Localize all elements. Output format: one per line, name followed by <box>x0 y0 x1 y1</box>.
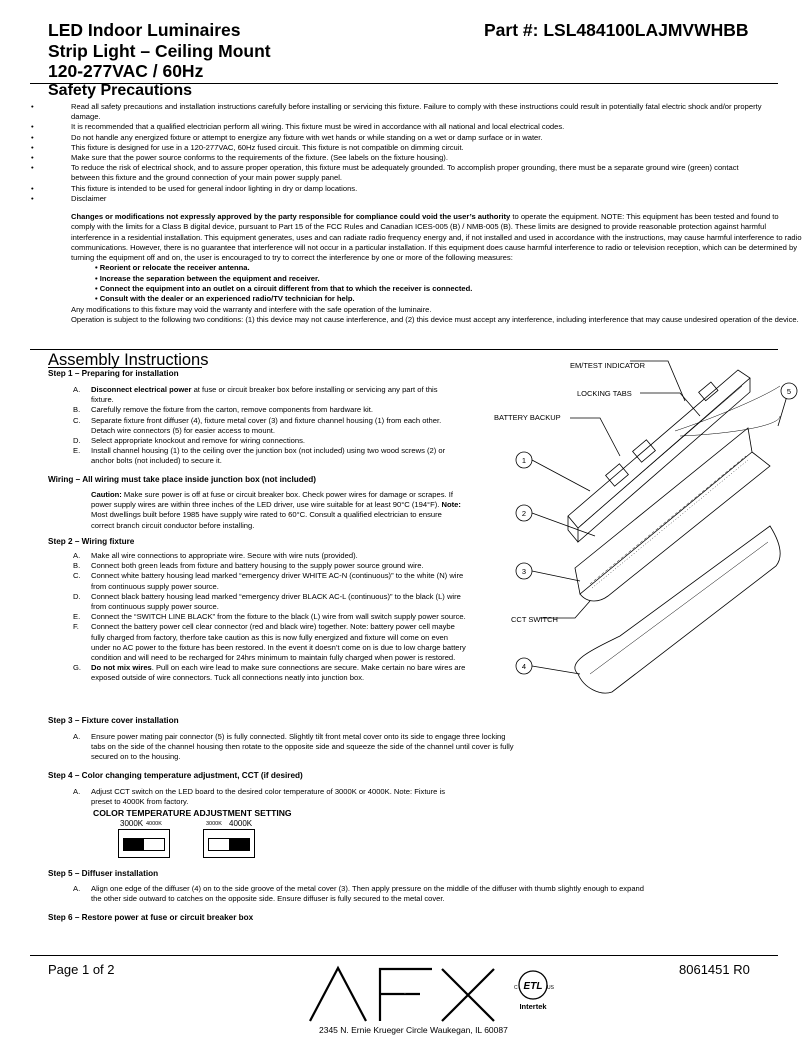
measure-item: • Consult with the dealer or an experienced radio/TV technician for help. <box>95 294 355 304</box>
callout-5: 5 <box>786 387 792 396</box>
title-line-2: Strip Light – Ceiling Mount <box>48 41 271 61</box>
etl-text: ETL <box>523 981 543 992</box>
label-em-test: EM/TEST INDICATOR <box>570 361 646 370</box>
disclaimer-text: to operate the equipment. NOTE: This equipment has been tested and found to comply with the limits for a Class B digital device, pursuant to Part 15 of the FCC Rules and Canadian ICES-005 (B) / NMB-005 (B). These limits are designed to provide reasonable protection against harmful interference in a residential installation. This equipment generates, uses and can radiate radio frequency energy and, if not installed and used in accordance with the instructions, may cause harmful interference to radio communications. However, there is no guarantee that interference will not occur in a particular installation. If this equipment does cause harmful interference to radio or television reception, which can be determined by turning the equipment off and on, the user is encouraged to try to correct the interference by one or more of the following measures: <box>71 212 802 263</box>
cct-switch-knob <box>124 839 144 850</box>
afx-logo-text: AFX <box>404 994 406 995</box>
safety-item: • Make sure that the power source conforms to the requirements of the fixture. (See labels on the fixture housing). <box>30 153 765 163</box>
assembly-heading-underline <box>48 367 202 368</box>
callout-1: 1 <box>521 456 527 465</box>
step3-title: Step 3 – Fixture cover installation <box>48 716 179 725</box>
step2-item: G. Do not mix wires. Pull on each wire lead to make sure connections are secure. Make certain no bare wires are exposed outside of wire connectors. Tuck all connections neatly into junction box. <box>73 663 466 683</box>
cct-switch2-label-3000: 3000K <box>206 821 222 827</box>
etl-certification-mark <box>510 965 556 1011</box>
safety-item: • Read all safety precautions and installation instructions carefully before installing or servicing this fixture. Failure to comply with these instructions could result in potentially fatal electric shock and/or property damage. <box>30 102 765 122</box>
step2-item: E. Connect the “SWITCH LINE BLACK” from the fixture to the black (L) wire from wall switch supply power source. <box>73 612 466 622</box>
safety-heading: Safety Precautions <box>48 82 193 99</box>
label-locking-tabs: LOCKING TABS <box>577 389 632 398</box>
safety-item: • This fixture is designed for use in a 120-277VAC, 60Hz fused circuit. This fixture is not compatible on dimming circuit. <box>30 143 765 153</box>
afx-logo <box>308 964 500 1024</box>
measure-item: • Reorient or relocate the receiver antenna. <box>95 263 250 273</box>
step1-title: Step 1 – Preparing for installation <box>48 369 179 378</box>
label-battery-backup: BATTERY BACKUP <box>494 413 561 422</box>
cct-switch1-label-3000: 3000K <box>120 819 144 828</box>
title-line-1: LED Indoor Luminaires <box>48 20 241 40</box>
step5-item: A. Align one edge of the diffuser (4) on to the side groove of the metal cover (3). Then apply pressure on the middle of the diffuser with thumb slightly enough to expand the other side outward to catches on the opposite side. Ensure diffuser is fully secured to the metal cover. <box>73 884 644 904</box>
step1-item: E. Install channel housing (1) to the ceiling over the junction box (not included) using two wood screws (2) or anchor bolts (not included) to secure it. <box>73 446 446 466</box>
step5-title: Step 5 – Diffuser installation <box>48 869 159 878</box>
step2-title: Step 2 – Wiring fixture <box>48 537 135 546</box>
etl-c: C <box>514 985 518 991</box>
step2-item: F. Connect the battery power cell clear connector (red and black wire) together. Note: battery power cell maybe fully charged from factory, therfore take caution as this is now fully energized and fixture will come on even under no AC power to the fixture has been restored. In the event it doesn’t come on is due to low charge battery condition and will need to be recharged for 24hrs minimum to maintain fully charged when power is restored. <box>73 622 466 663</box>
safety-item: • Do not handle any energized fixture or attempt to energize any fixture with wet hands or while standing on a wet or damp surface or in water. <box>30 133 765 143</box>
step1-list <box>48 385 460 467</box>
cct-switch-3000 <box>118 829 170 858</box>
footer-divider <box>30 955 778 956</box>
step4-title: Step 4 – Color changing temperature adjustment, CCT (if desired) <box>48 771 303 780</box>
page-number: Page 1 of 2 <box>48 962 115 977</box>
safety-item: • This fixture is intended to be used for general indoor lighting in dry or damp locations. <box>30 184 765 194</box>
assembly-heading: Assembly Instructions <box>48 351 209 369</box>
step1-item: B. Carefully remove the fixture from the carton, remove components from hardware kit. <box>73 405 373 415</box>
callout-2: 2 <box>521 509 527 518</box>
step2-item: C. Connect white battery housing lead marked “emergency driver WHITE AC-N (continuous)” to the white (N) wire from continuous supply power source. <box>73 571 464 591</box>
disclaimer-paragraph <box>71 212 803 263</box>
modifications-text: Any modifications to this fixture may void the warranty and interfere with the safe operation of the luminaire. <box>71 304 432 314</box>
safety-list <box>30 102 765 204</box>
step5-list <box>48 884 648 904</box>
cct-switch-knob <box>229 839 249 850</box>
cct-setting-title: COLOR TEMPERATURE ADJUSTMENT SETTING <box>93 808 292 818</box>
label-cct-switch: CCT SWITCH <box>511 615 558 624</box>
disclaimer-bold: Changes or modifications not expressly approved by the party responsible for compliance could void the user’s authority <box>71 212 511 221</box>
step2-list <box>48 551 466 684</box>
cct-switch-4000 <box>203 829 255 858</box>
measure-item: • Connect the equipment into an outlet on a circuit different from that to which the receiver is connected. <box>95 284 473 294</box>
etl-us: US <box>547 985 554 991</box>
cct-switch-slot <box>208 838 250 851</box>
wiring-caution: Caution: Make sure power is off at fuse or circuit breaker box. Check power wires for damage or scrapes. If power supply wires are within three inches of the LED driver, use wire suitable for at least 90°C (194°F). Note: Most dwellings built before 1985 have supply wire rated to 60°C. Consult a qualified electrician to ensure correct branch circuit conductor before installing. <box>91 490 461 530</box>
step6-title: Step 6 – Restore power at fuse or circuit breaker box <box>48 913 254 922</box>
cct-switch-slot <box>123 838 165 851</box>
part-number: Part #: LSL484100LAJMVWHBB <box>484 20 749 40</box>
exploded-fixture-diagram <box>480 356 800 726</box>
cct-switch1-label-4000: 4000K <box>146 821 162 827</box>
address: 2345 N. Ernie Krueger Circle Waukegan, IL 60087 <box>319 1025 508 1035</box>
intertek-text: Intertek <box>519 1002 547 1011</box>
safety-item: • To reduce the risk of electrical shock, and to assure proper operation, this fixture must be adequately grounded. To accomplish proper grounding, there must be a separate ground wire (green) contact between this fixture and the ground connection of your main power supply panel. <box>30 163 765 183</box>
step4-list <box>48 787 468 807</box>
callout-4: 4 <box>521 662 527 671</box>
operation-text: Operation is subject to the following two conditions: (1) this device may not cause interference, and (2) this device must accept any interference, including interference that may cause undesired operation of the device. <box>71 314 799 324</box>
step2-item: D. Connect black battery housing lead marked “emergency driver BLACK AC-L (continuous)” to the black (L) wire from continuous supply power source. <box>73 591 461 612</box>
step1-item: A. Disconnect electrical power at fuse or circuit breaker box before installing or servicing any part of this fixture. <box>73 385 438 405</box>
safety-item: • It is recommended that a qualified electrician perform all wiring. This fixture must be wired in accordance with all national and local electrical codes. <box>30 122 765 132</box>
measure-item: • Increase the separation between the equipment and receiver. <box>95 273 320 283</box>
disclaimer-block <box>30 212 803 325</box>
step2-item: A. Make all wire connections to appropriate wire. Secure with wire nuts (provided). <box>73 551 358 560</box>
step4-item: A. Adjust CCT switch on the LED board to the desired color temperature of 3000K or 4000K. Note: Fixture is preset to 4000K from factory. <box>73 787 445 807</box>
safety-divider <box>30 349 778 350</box>
step3-item: A. Ensure power mating pair connector (5) is fully connected. Slightly tilt front metal cover onto its side to engage three locking tabs on the side of the channel housing then rotate to the opposite side and squeeze the side of the channel until cover is fully secured on to the housing. <box>73 732 514 762</box>
step1-item: C. Separate fixture front diffuser (4), fixture metal cover (3) and fixture channel housing (1) from each other. Detach wire connectors (5) for easier access to mount. <box>73 415 442 435</box>
doc-number: 8061451 R0 <box>679 962 750 977</box>
step1-item: D. Select appropriate knockout and remove for wiring connections. <box>73 436 306 446</box>
callout-3: 3 <box>521 567 527 576</box>
wiring-title: Wiring – All wiring must take place inside junction box (not included) <box>48 475 317 484</box>
title-line-3: 120-277VAC / 60Hz <box>48 61 204 81</box>
cct-switch2-label-4000: 4000K <box>229 819 253 828</box>
step2-item: B. Connect both green leads from fixture and battery housing to the supply power source ground wire. <box>73 561 424 571</box>
step3-list <box>48 732 518 763</box>
safety-item: • Disclaimer <box>30 194 765 204</box>
